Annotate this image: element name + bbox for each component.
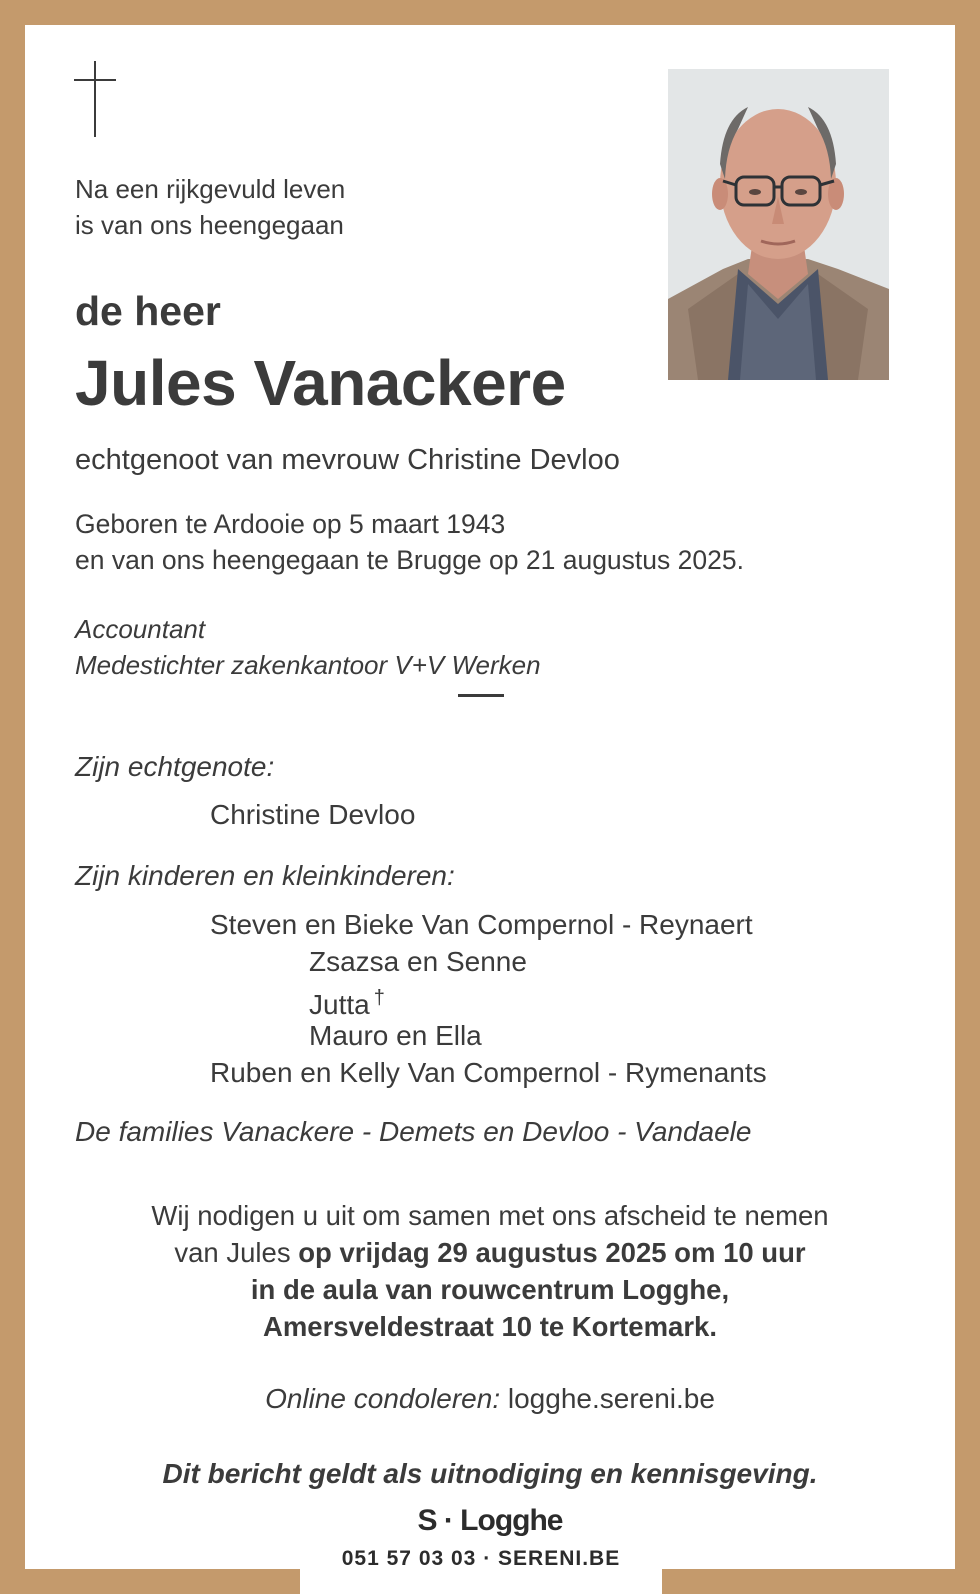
profession-line-2: Medestichter zakenkantoor V+V Werken	[75, 650, 541, 680]
honorific: de heer	[75, 288, 221, 334]
condolence-line	[25, 1381, 955, 1417]
intro-line-2: is van ons heengegaan	[75, 210, 344, 240]
invitation-line-2	[25, 1234, 955, 1271]
footer-text: 051 57 03 03 · SERENI.BE	[341, 1547, 621, 1570]
footer-contact	[300, 1541, 662, 1594]
deceased-mark: †	[373, 987, 385, 1009]
grandchild-line: Zsazsa en Senne	[309, 946, 527, 977]
condolence-link[interactable]: logghe.sereni.be	[507, 1383, 715, 1414]
spouse-relation: echtgenoot van mevrouw Christine Devloo	[75, 444, 620, 476]
birth-line: Geboren te Ardooie op 5 maart 1943	[75, 509, 506, 539]
cross-icon	[74, 61, 118, 137]
spouse-name: Christine Devloo	[210, 799, 416, 830]
intro-text	[75, 171, 345, 243]
deceased-name: Jules Vanackere	[75, 347, 566, 419]
invitation-date: op vrijdag 29 augustus 2025 om 10 uur	[298, 1237, 806, 1268]
invitation-line-2-plain: van Jules	[174, 1237, 299, 1268]
child-line: Ruben en Kelly Van Compernol - Rymenants	[210, 1057, 767, 1088]
portrait-photo	[668, 69, 889, 380]
death-line: en van ons heengegaan te Brugge op 21 augustus 2025.	[75, 545, 744, 575]
invitation-line-1: Wij nodigen u uit om samen met ons afscheid te nemen	[151, 1200, 829, 1231]
condolence-label: Online condoleren:	[265, 1383, 501, 1414]
child-line: Steven en Bieke Van Compernol - Reynaert	[210, 909, 753, 940]
profession	[75, 611, 541, 683]
invitation-address	[25, 1308, 955, 1345]
families-line: De families Vanackere - Demets en Devloo - Vandaele	[75, 1116, 752, 1147]
grandchild-name: Jutta	[309, 989, 370, 1020]
birth-death-info	[75, 506, 744, 578]
invitation-line-3: in de aula van rouwcentrum Logghe,	[250, 1274, 730, 1305]
invitation	[25, 1197, 955, 1345]
obituary-card	[25, 25, 955, 1569]
divider	[458, 694, 504, 697]
funeral-home-logo: S · Logghe	[417, 1504, 563, 1537]
notice-text: Dit bericht geldt als uitnodiging en kennisgeving.	[162, 1458, 818, 1489]
profession-line-1: Accountant	[75, 614, 206, 644]
children-section-label: Zijn kinderen en kleinkinderen:	[75, 860, 455, 891]
grandchild-line: Mauro en Ella	[309, 1020, 482, 1051]
intro-line-1: Na een rijkgevuld leven	[75, 174, 346, 204]
invitation-location	[25, 1271, 955, 1308]
invitation-line-4: Amersveldestraat 10 te Kortemark.	[263, 1311, 717, 1342]
spouse-section-label: Zijn echtgenote:	[75, 751, 275, 782]
